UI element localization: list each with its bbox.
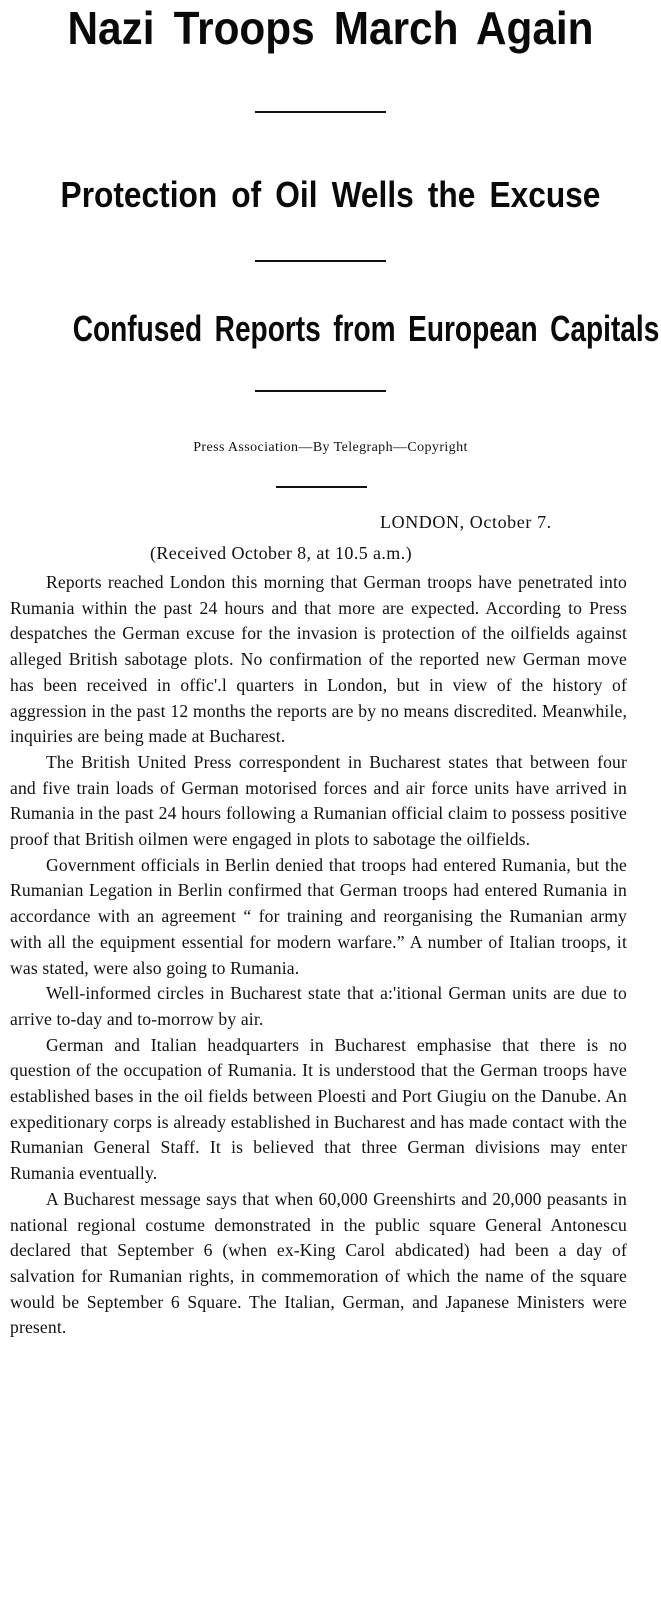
- article-body: [10, 570, 627, 1341]
- credit-divider: [276, 486, 367, 488]
- dateline: LONDON, October 7.: [380, 512, 552, 532]
- article-paragraph: Reports reached London this morning that German troops have penetrated into Rumania within the past 24 hours and that more are expected. According to Press despatches the German excuse for the invasion is protection of the oilfields against alleged British sabotage plots. No confirmation of the reported new German move has been received in offic'.l quarters in London, but in view of the history of aggression in the past 12 months the reports are by no means discredited. Meanwhile, inquiries are being made at Bucharest.: [10, 572, 627, 747]
- press-credit: Press Association—By Telegraph—Copyright: [193, 440, 468, 455]
- headline-divider: [255, 260, 386, 262]
- article-paragraph: Government officials in Berlin denied that troops had entered Rumania, but the Rumanian Legation in Berlin confirmed that German troops had entered Rumania in accordance with an agreement “ for training and reorganising the Rumanian army with all the equipment essential for modern warfare.” A number of Italian troops, it was stated, were also going to Rumania.: [10, 854, 627, 978]
- headline-divider: [255, 111, 386, 113]
- headline-divider: [255, 390, 386, 392]
- article-paragraph: The British United Press correspondent in Bucharest states that between four and five train loads of German motorised forces and air force units have arrived in Rumania in the past 24 hours following a Rumanian official claim to possess positive proof that British oilmen were engaged in plots to sabotage the oilfields.: [10, 751, 627, 850]
- main-headline: Nazi Troops March Again: [67, 2, 594, 54]
- article-paragraph: A Bucharest message says that when 60,000 Greenshirts and 20,000 peasants in national regional costume demonstrated in the public square General Antonescu declared that September 6 (when ex-King Carol abdicated) had been a day of salvation for Rumanian rights, in commemoration of which the name of the square would be September 6 Square. The Italian, German, and Japanese Ministers were present.: [10, 1188, 627, 1338]
- article-paragraph: Well-informed circles in Bucharest state that a:'itional German units are due to arrive to-day and to-morrow by air.: [10, 983, 627, 1029]
- article-paragraph: German and Italian headquarters in Bucharest emphasise that there is no question of the occupation of Rumania. It is understood that the German troops have established bases in the oil fields between Ploesti and Port Giugiu on the Danube. An expeditionary corps is already established in Bucharest and has made contact with the Rumanian General Staff. It is believed that three German divisions may enter Rumania eventually.: [10, 1034, 627, 1184]
- received-note: (Received October 8, at 10.5 a.m.): [150, 543, 413, 563]
- third-headline: Confused Reports from European Capitals: [72, 308, 660, 349]
- second-headline: Protection of Oil Wells the Excuse: [60, 174, 601, 215]
